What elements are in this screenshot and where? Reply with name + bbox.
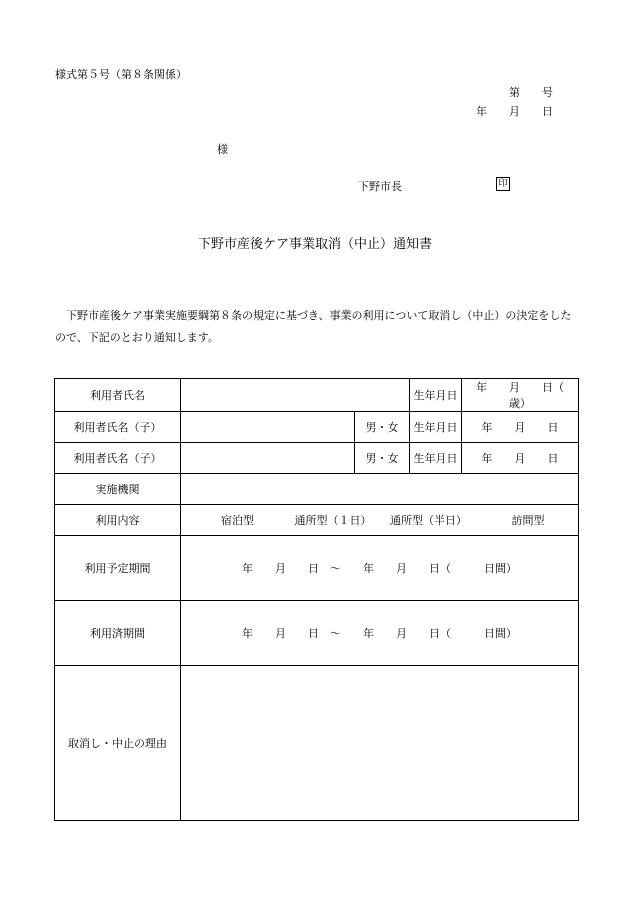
used-period-value[interactable]: 年 月 日 〜 年 月 日（ 日間）: [181, 601, 579, 666]
table-row: [55, 536, 579, 601]
form-number: 様式第５号（第８条関係）: [55, 68, 187, 81]
child-birth-date-value-2[interactable]: 年 月 日: [462, 443, 579, 474]
usage-type-label: 利用内容: [55, 505, 181, 536]
table-row: [55, 666, 579, 821]
child-sex-choice-2[interactable]: 男・女: [355, 443, 410, 474]
birth-date-label: 生年月日: [410, 379, 462, 412]
table-row: [55, 443, 579, 474]
recipient-suffix: 様: [217, 143, 228, 156]
option-visit[interactable]: 訪問型: [511, 514, 545, 527]
cancel-reason-label: 取消し・中止の理由: [55, 666, 181, 821]
cancel-reason-field[interactable]: [181, 666, 579, 821]
option-daycare-full[interactable]: 通所型（１日）: [294, 514, 372, 527]
notice-body-text: 下野市産後ケア事業実施要綱第８条の規定に基づき、事業の利用について取消し（中止）の決定をしたので、下記のとおり通知します。: [55, 309, 572, 344]
notice-form-table: [54, 378, 586, 821]
child-sex-choice[interactable]: 男・女: [355, 412, 410, 443]
child-birth-date-label: 生年月日: [410, 412, 462, 443]
child-name-label: 利用者氏名（子）: [55, 412, 181, 443]
facility-field[interactable]: [181, 474, 579, 505]
planned-period-value[interactable]: 年 月 日 〜 年 月 日（ 日間）: [181, 536, 579, 601]
table-row: [55, 505, 579, 536]
option-daycare-half[interactable]: 通所型（半日）: [390, 514, 467, 527]
birth-date-value[interactable]: 年 月 日（ 歳）: [462, 379, 579, 412]
table-row: [55, 474, 579, 505]
used-period-label: 利用済期間: [55, 601, 181, 666]
seal-mark: 印: [496, 177, 510, 191]
option-overnight[interactable]: 宿泊型: [221, 514, 254, 527]
user-name-label: 利用者氏名: [55, 379, 181, 412]
table-row: [55, 601, 579, 666]
child-birth-date-label-2: 生年月日: [410, 443, 462, 474]
document-date: 年 月 日: [476, 105, 553, 118]
facility-label: 実施機関: [55, 474, 181, 505]
planned-period-label: 利用予定期間: [55, 536, 181, 601]
document-number: 第 号: [509, 86, 553, 99]
table-row: [55, 412, 579, 443]
child-name-field[interactable]: [181, 412, 355, 443]
document-title: 下野市産後ケア事業取消（中止）通知書: [197, 237, 432, 252]
table-row: [55, 379, 579, 412]
child-birth-date-value[interactable]: 年 月 日: [462, 412, 579, 443]
user-name-field[interactable]: [181, 379, 410, 412]
child-name-field-2[interactable]: [181, 443, 355, 474]
child-name-label-2: 利用者氏名（子）: [55, 443, 181, 474]
usage-type-options: [181, 505, 579, 536]
issuer-name: 下野市長: [358, 180, 402, 193]
